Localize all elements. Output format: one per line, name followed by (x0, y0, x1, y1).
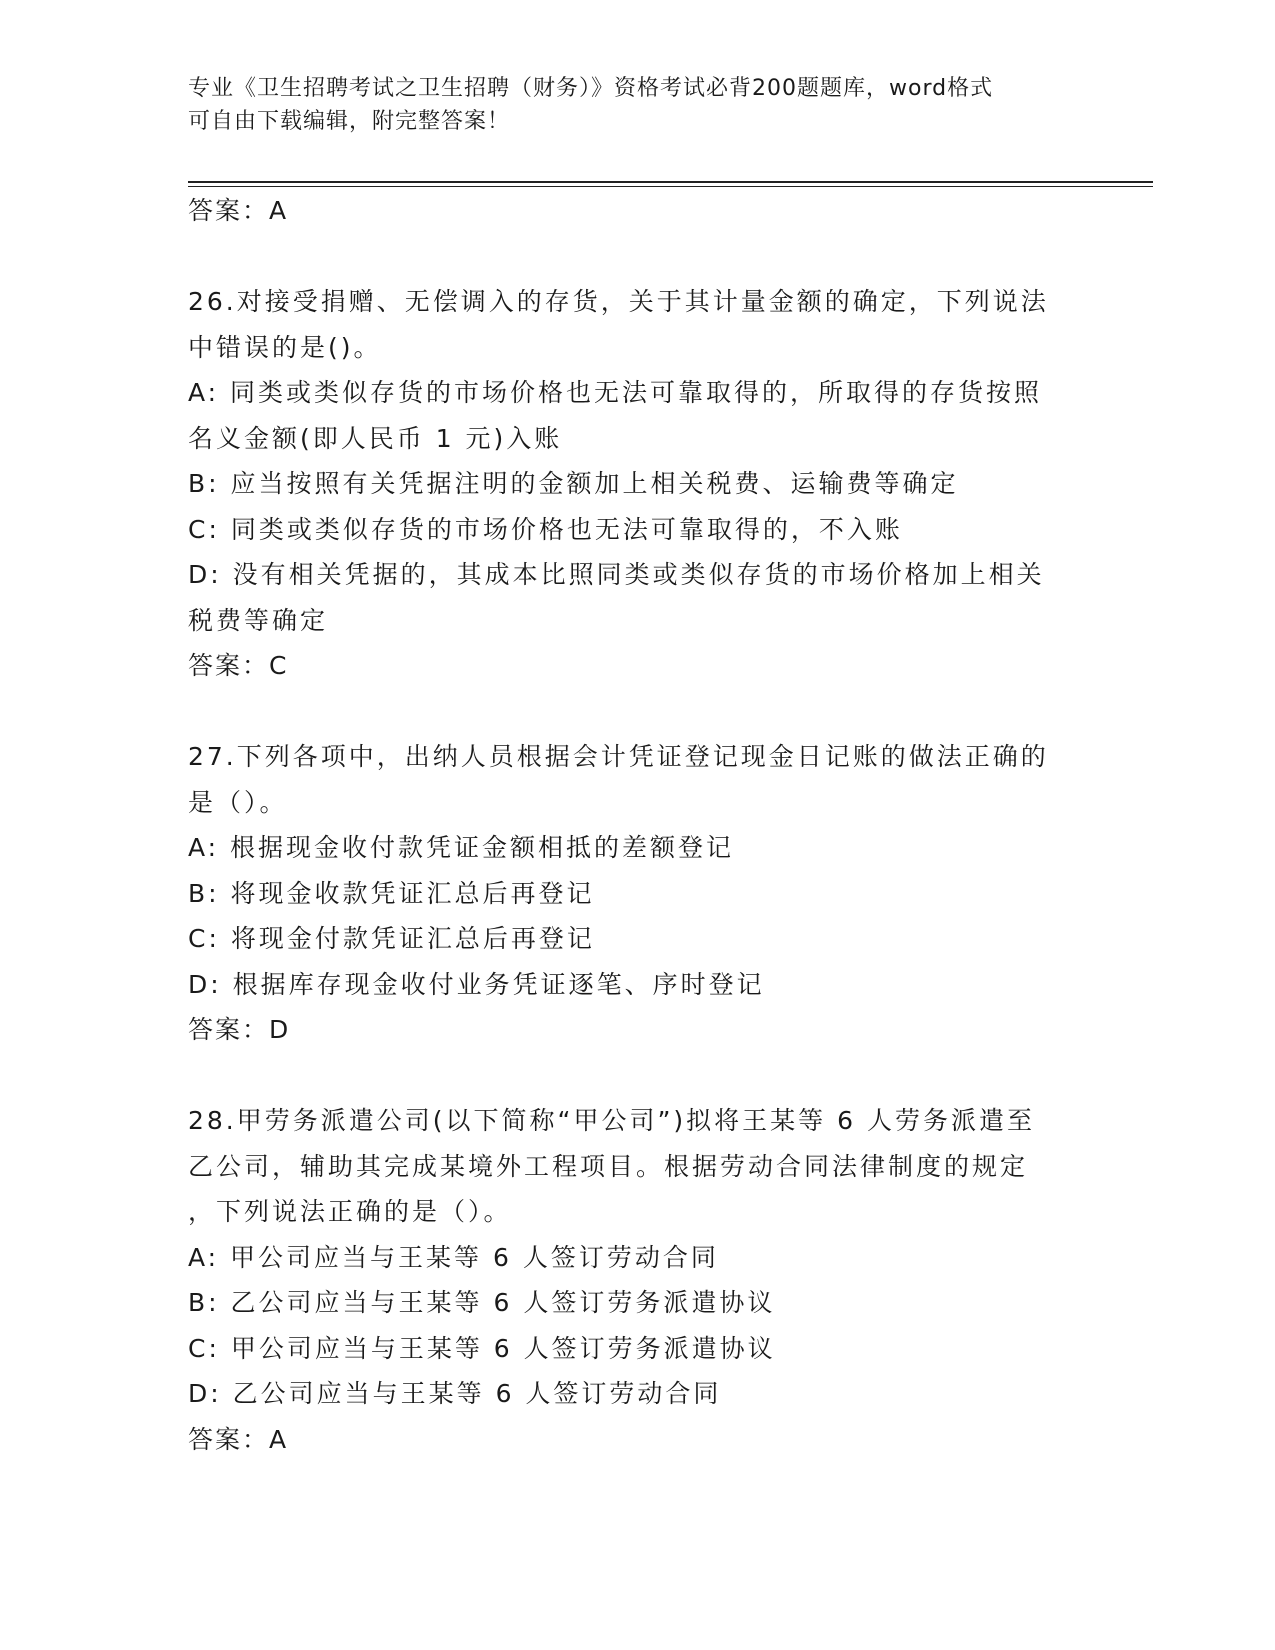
question-28 (188, 1098, 1088, 1462)
question-26 (188, 279, 1088, 689)
header-divider-thin (188, 186, 1153, 187)
document-header (188, 72, 1088, 138)
question-stem: 26.对接受捐赠、无偿调入的存货，关于其计量金额的确定，下列说法 (188, 287, 1049, 316)
option-d: D: 乙公司应当与王某等 6 人签订劳动合同 (188, 1379, 722, 1408)
option-a: A: 甲公司应当与王某等 6 人签订劳动合同 (188, 1242, 719, 1272)
answer: 答案：A (188, 1424, 289, 1454)
option-b: B: 乙公司应当与王某等 6 人签订劳务派遣协议 (188, 1288, 776, 1317)
question-list (188, 188, 1088, 1462)
option-d: D: 没有相关凭据的，其成本比照同类或类似存货的市场价格加上相关 (188, 560, 1045, 589)
answer: 答案：C (188, 651, 289, 680)
option-a: A: 同类或类似存货的市场价格也无法可靠取得的，所取得的存货按照 (188, 378, 1043, 407)
header-line-2: 可自由下载编辑，附完整答案！ (188, 109, 511, 134)
question-stem: 是（）。 (188, 787, 288, 817)
question-27 (188, 734, 1088, 1053)
question-stem: 27.下列各项中，出纳人员根据会计凭证登记现金日记账的做法正确的 (188, 742, 1049, 771)
option-d: D: 根据库存现金收付业务凭证逐笔、序时登记 (188, 969, 765, 999)
option-a: A: 根据现金收付款凭证金额相抵的差额登记 (188, 833, 735, 862)
option-b: B: 将现金收款凭证汇总后再登记 (188, 878, 595, 908)
question-stem: 中错误的是()。 (188, 332, 382, 362)
question-stem: 乙公司，辅助其完成某境外工程项目。根据劳动合同法律制度的规定 (188, 1151, 1029, 1181)
header-divider (188, 181, 1153, 183)
previous-answer: 答案：A (188, 196, 289, 225)
answer: 答案：D (188, 1015, 291, 1044)
option-c: C: 甲公司应当与王某等 6 人签订劳务派遣协议 (188, 1333, 776, 1363)
question-stem: ，下列说法正确的是（）。 (188, 1197, 512, 1226)
option-c: C: 将现金付款凭证汇总后再登记 (188, 924, 595, 953)
option-d-cont: 税费等确定 (188, 605, 329, 635)
header-line-1: 专业《卫生招聘考试之卫生招聘（财务）》资格考试必背200题题库，word格式 (188, 76, 994, 101)
option-c: C: 同类或类似存货的市场价格也无法可靠取得的，不入账 (188, 514, 903, 544)
option-a-cont: 名义金额(即人民币 1 元)入账 (188, 423, 563, 453)
question-stem: 28.甲劳务派遣公司(以下简称“甲公司”)拟将王某等 6 人劳务派遣至 (188, 1106, 1035, 1135)
option-b: B: 应当按照有关凭据注明的金额加上相关税费、运输费等确定 (188, 469, 959, 498)
